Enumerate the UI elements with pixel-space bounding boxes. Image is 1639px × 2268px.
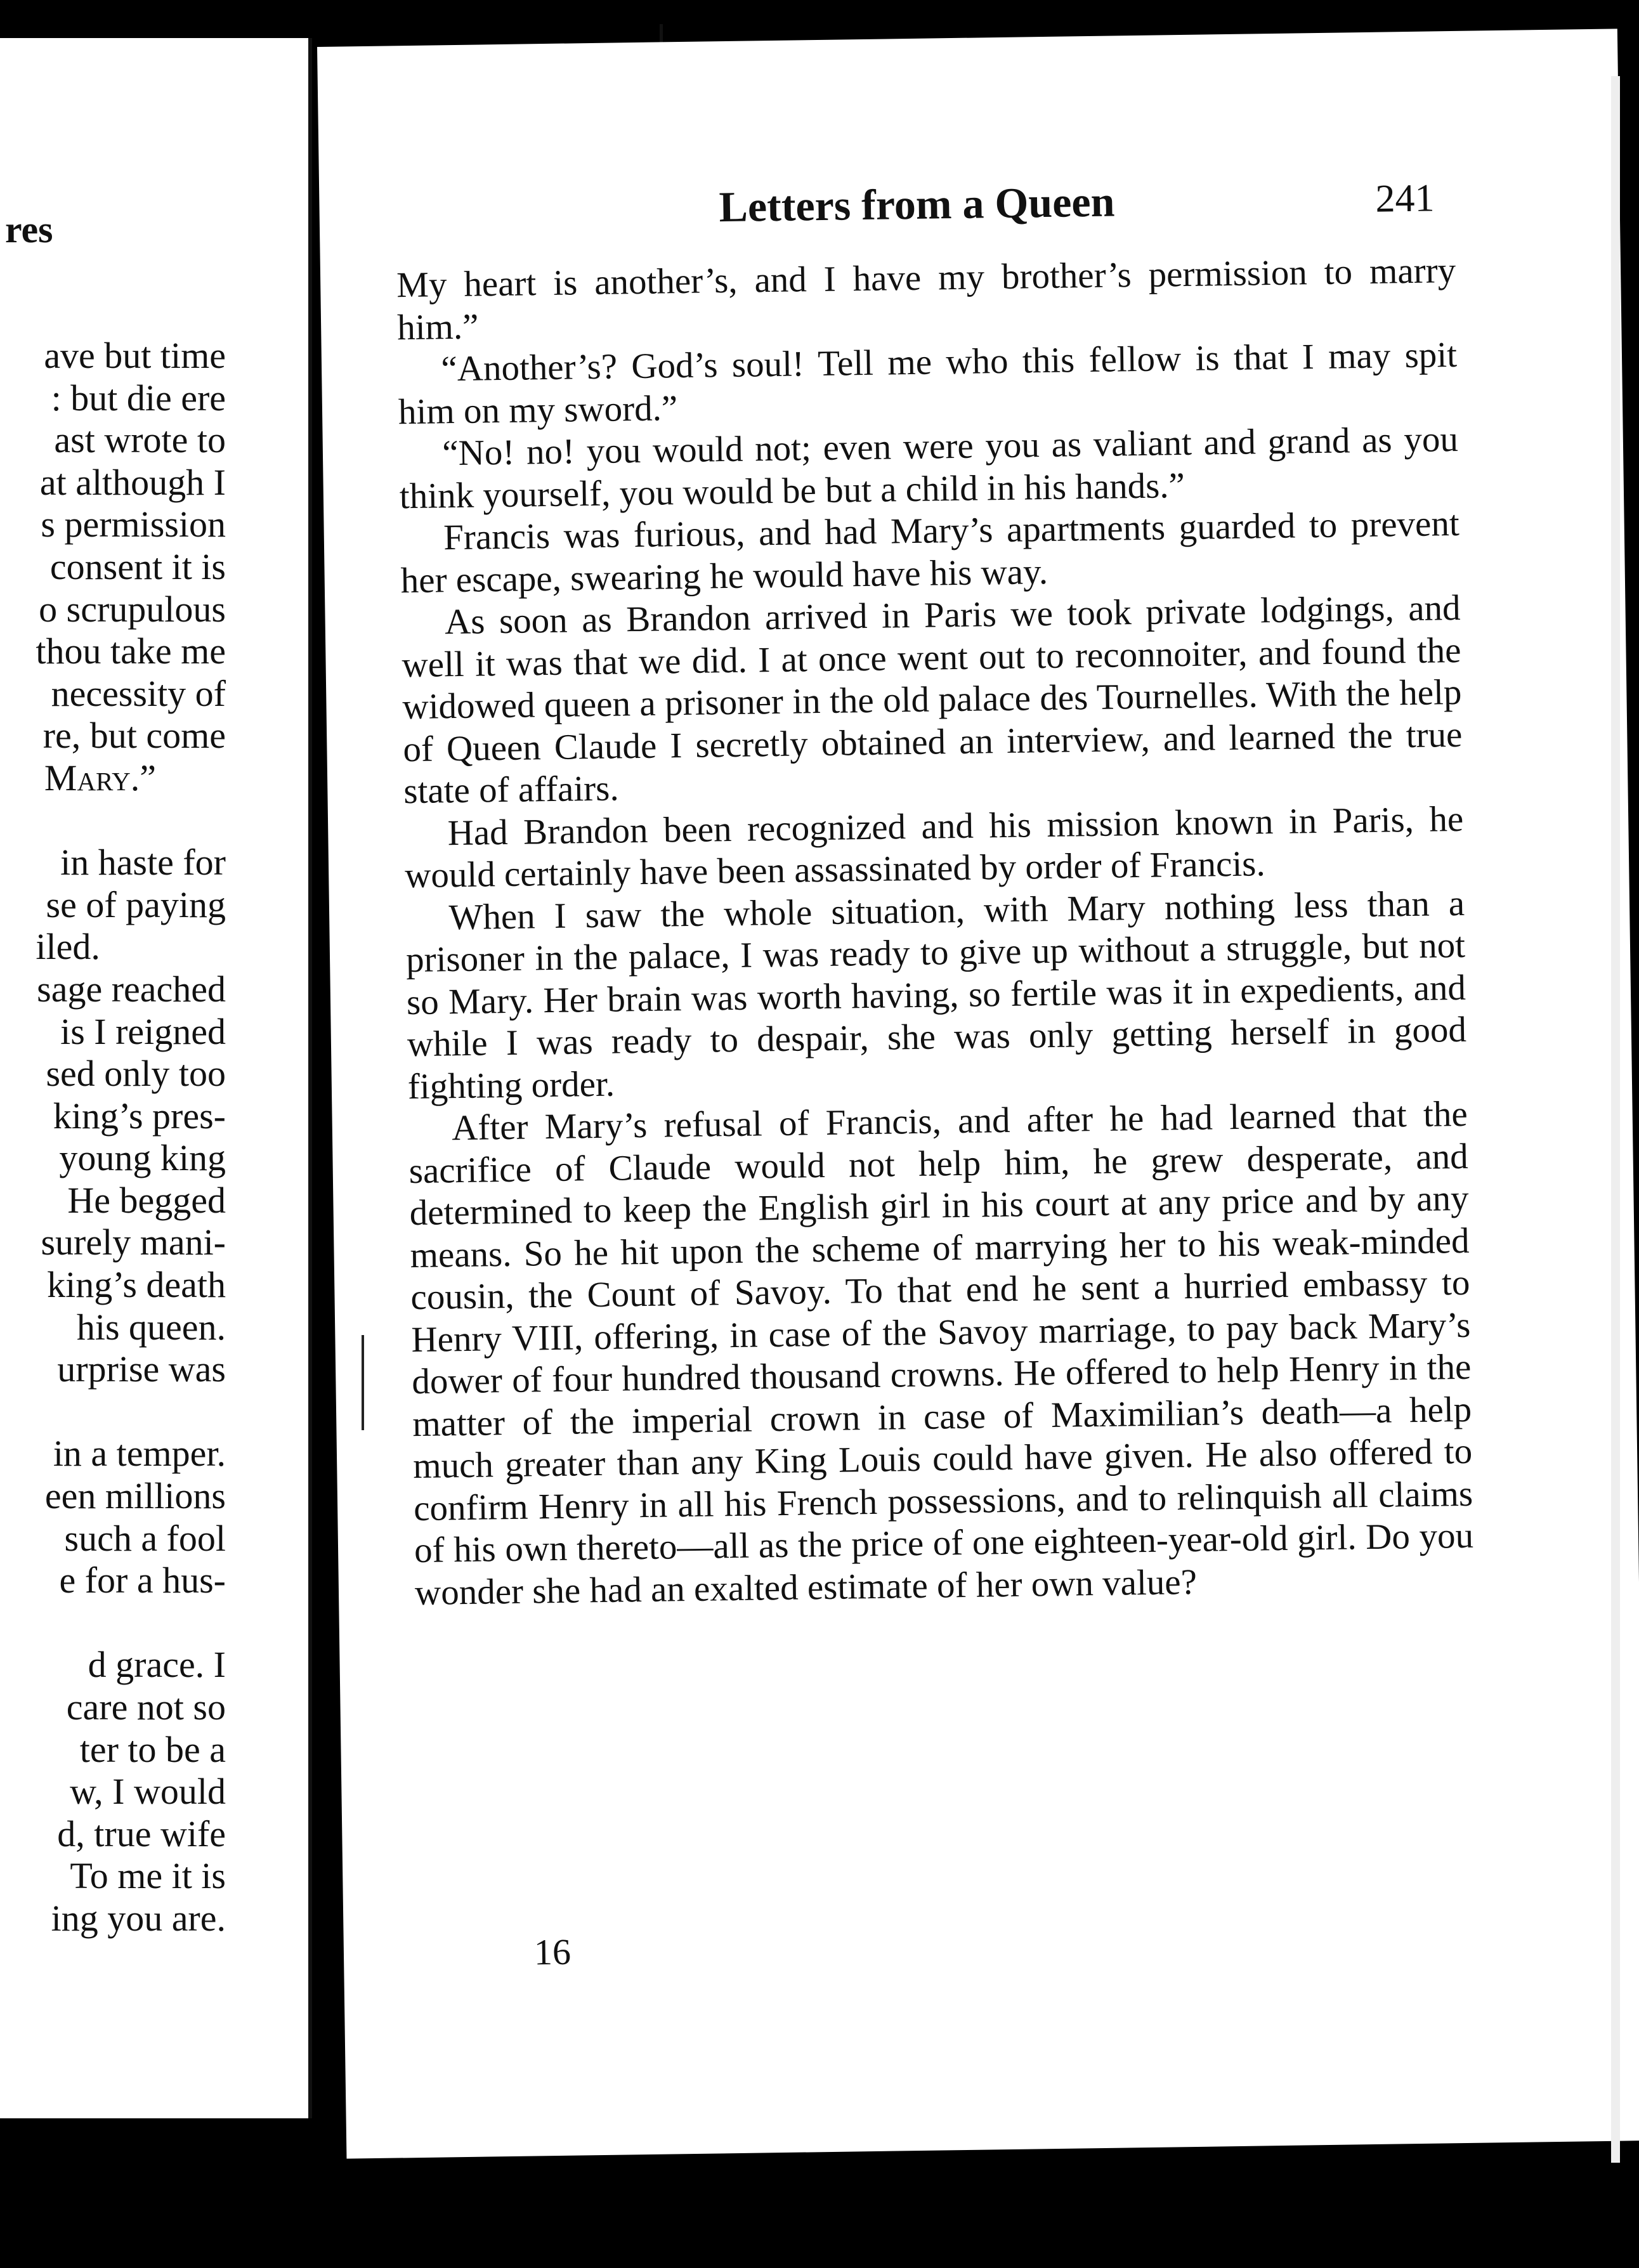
left-line: ing you are. [51,1897,226,1939]
paragraph: As soon as Brandon arrived in Paris we took private lodgings, and well it was that we did. I at once went out to reconnoiter, and found the widowed queen a prisoner in the old palace des Tournelles. With the help of Queen Claude I secretly obtained an interview, and learned the true state of affairs. [402,587,1463,812]
page-edge [1611,76,1620,2163]
left-line-gap [36,1391,226,1433]
page-number: 241 [1375,176,1435,221]
left-line: ave but time [44,335,226,376]
left-line: se of paying [46,883,226,925]
left-line: at although I [39,461,226,503]
left-line: surely mani- [41,1222,226,1263]
left-line: d grace. I [88,1644,226,1686]
left-page-text [36,335,226,1940]
left-line: king’s pres- [53,1095,226,1137]
left-line: He begged [67,1179,226,1221]
running-title: Letters from a Queen [719,177,1115,231]
left-line: care not so [66,1686,226,1728]
left-line: in haste for [60,842,226,883]
left-line: thou take me [36,630,226,672]
paragraph: My heart is another’s, and I have my brother’s permission to marry him.” [396,250,1456,348]
left-line: een millions [44,1475,226,1517]
left-line: d, true wife [57,1813,226,1854]
body-text [396,250,1475,1614]
left-line: ter to be a [79,1728,226,1770]
left-line: necessity of [51,672,226,714]
left-line: iled. [36,926,100,968]
margin-mark [362,1335,364,1430]
left-line-gap [36,1602,226,1645]
left-line: ast wrote to [54,419,226,461]
left-line: s permission [41,504,226,545]
left-page [0,38,312,2118]
left-line: e for a hus- [59,1560,226,1601]
left-line-gap [36,800,226,842]
left-line: urprise was [57,1348,226,1390]
paragraph: Had Brandon been recognized and his mission known in Paris, he would certainly have been assassinated by order of Francis. [404,798,1464,896]
left-line: young king [59,1137,226,1179]
paragraph: When I saw the whole situation, with Mary nothing less than a prisoner in the palace, I was ready to give up without a struggle, but not so Mary. Her brain was worth having, so fertile was it in expedients, and while I was ready to despair, she was only getting herself in good fighting order. [405,883,1467,1107]
left-line: o scrupulous [39,588,226,630]
right-page [317,29,1639,2158]
left-line: such a fool [64,1517,226,1559]
left-running-head: res [5,209,53,251]
left-line: sage reached [37,968,226,1010]
paragraph: Francis was furious, and had Mary’s apartments guarded to prevent her escape, swearing he would have his way. [400,503,1460,601]
left-signature: Mary.” [44,757,156,798]
left-line: w, I would [70,1771,226,1813]
left-line: re, but come [42,715,226,757]
left-line: sed only too [46,1053,226,1095]
paragraph: After Mary’s refusal of Francis, and after he had learned that the sacrifice of Claude would not help him, he grew desperate, and determined to keep the English girl in his court at any price and by any means. So he hit upon the scheme of marrying her to his weak-minded cousin, the Count of Savoy. To that end he sent a hurried embassy to Henry VIII, offering, in case of the Savoy marriage, to pay back Mary’s dower of four hundred thousand crowns. He offered to help Henry in the matter of the imperial crown in case of Maximilian’s death—a help much greater than any King Louis could have given. He also offered to confirm Henry in all his French possessions, and to relinquish all claims of his own thereto—all as the price of one eighteen-year-old girl. Do you wonder she had an exalted estimate of her own value? [408,1093,1474,1613]
paragraph: “Another’s? God’s soul! Tell me who this fellow is that I may spit him on my sword.” [398,334,1458,432]
running-head [319,169,1620,251]
signature-mark: 16 [533,1931,571,1973]
paragraph: “No! no! you would not; even were you as valiant and grand as you think yourself, you would be but a child in his hands.” [399,419,1459,516]
left-line: consent it is [49,545,226,587]
left-line: in a temper. [53,1433,226,1475]
left-line: : but die ere [51,377,226,419]
left-line: is I reigned [60,1010,226,1052]
left-line: king’s death [47,1264,226,1306]
left-line: his queen. [76,1306,226,1348]
left-line: To me it is [70,1855,226,1897]
